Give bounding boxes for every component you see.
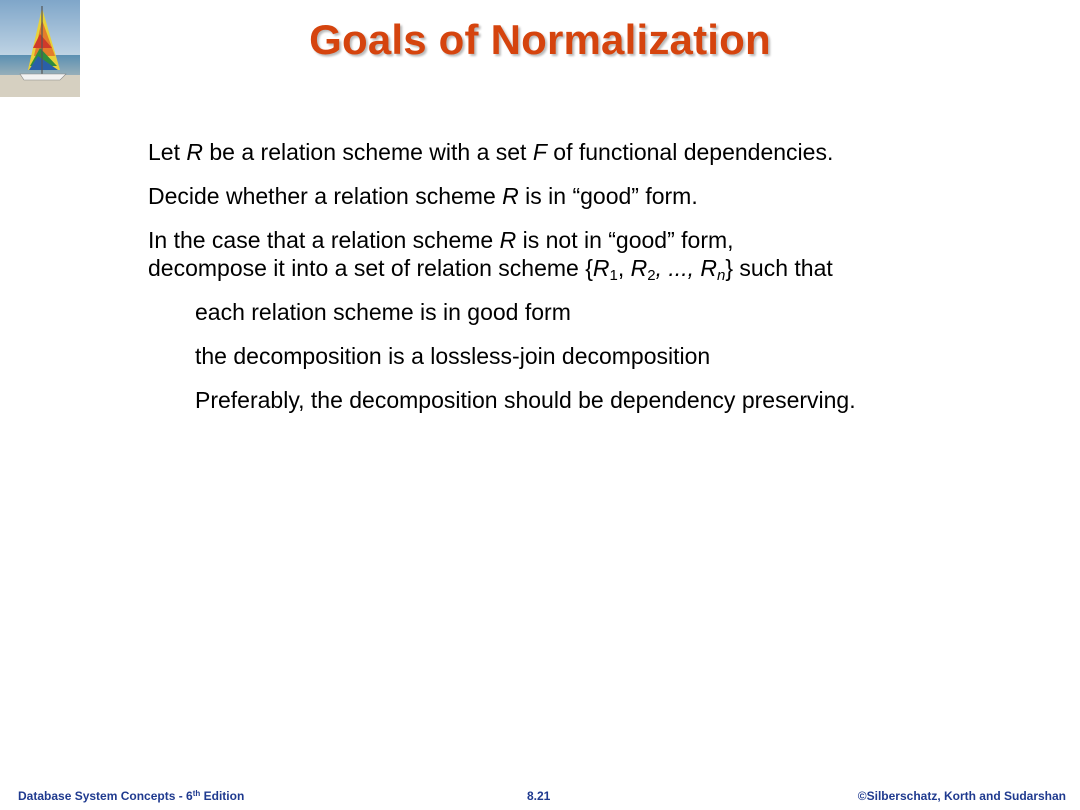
bullet-1: Let R be a relation scheme with a set F of functional dependencies. — [148, 139, 834, 165]
slide-body — [148, 138, 1048, 414]
slide-title: Goals of Normalization — [309, 16, 771, 63]
bullet-2: Decide whether a relation scheme R is in “good” form. — [148, 183, 698, 209]
footer-copyright: ©Silberschatz, Korth and Sudarshan — [857, 789, 1066, 803]
footer-page-number: 8.21 — [527, 789, 551, 803]
sub-bullet-1: each relation scheme is in good form — [195, 299, 571, 325]
sub-bullet-2: the decomposition is a lossless-join decomposition — [195, 343, 711, 369]
sub-bullet-3: Preferably, the decomposition should be dependency preserving. — [195, 387, 856, 413]
bullet-3: In the case that a relation scheme R is not in “good” form, decompose it into a set of relation scheme {$R_1$, $R_2$, ..., $R_n$} such that — [148, 227, 833, 284]
footer-book-title: Database System Concepts - 6th Edition — [18, 789, 245, 803]
